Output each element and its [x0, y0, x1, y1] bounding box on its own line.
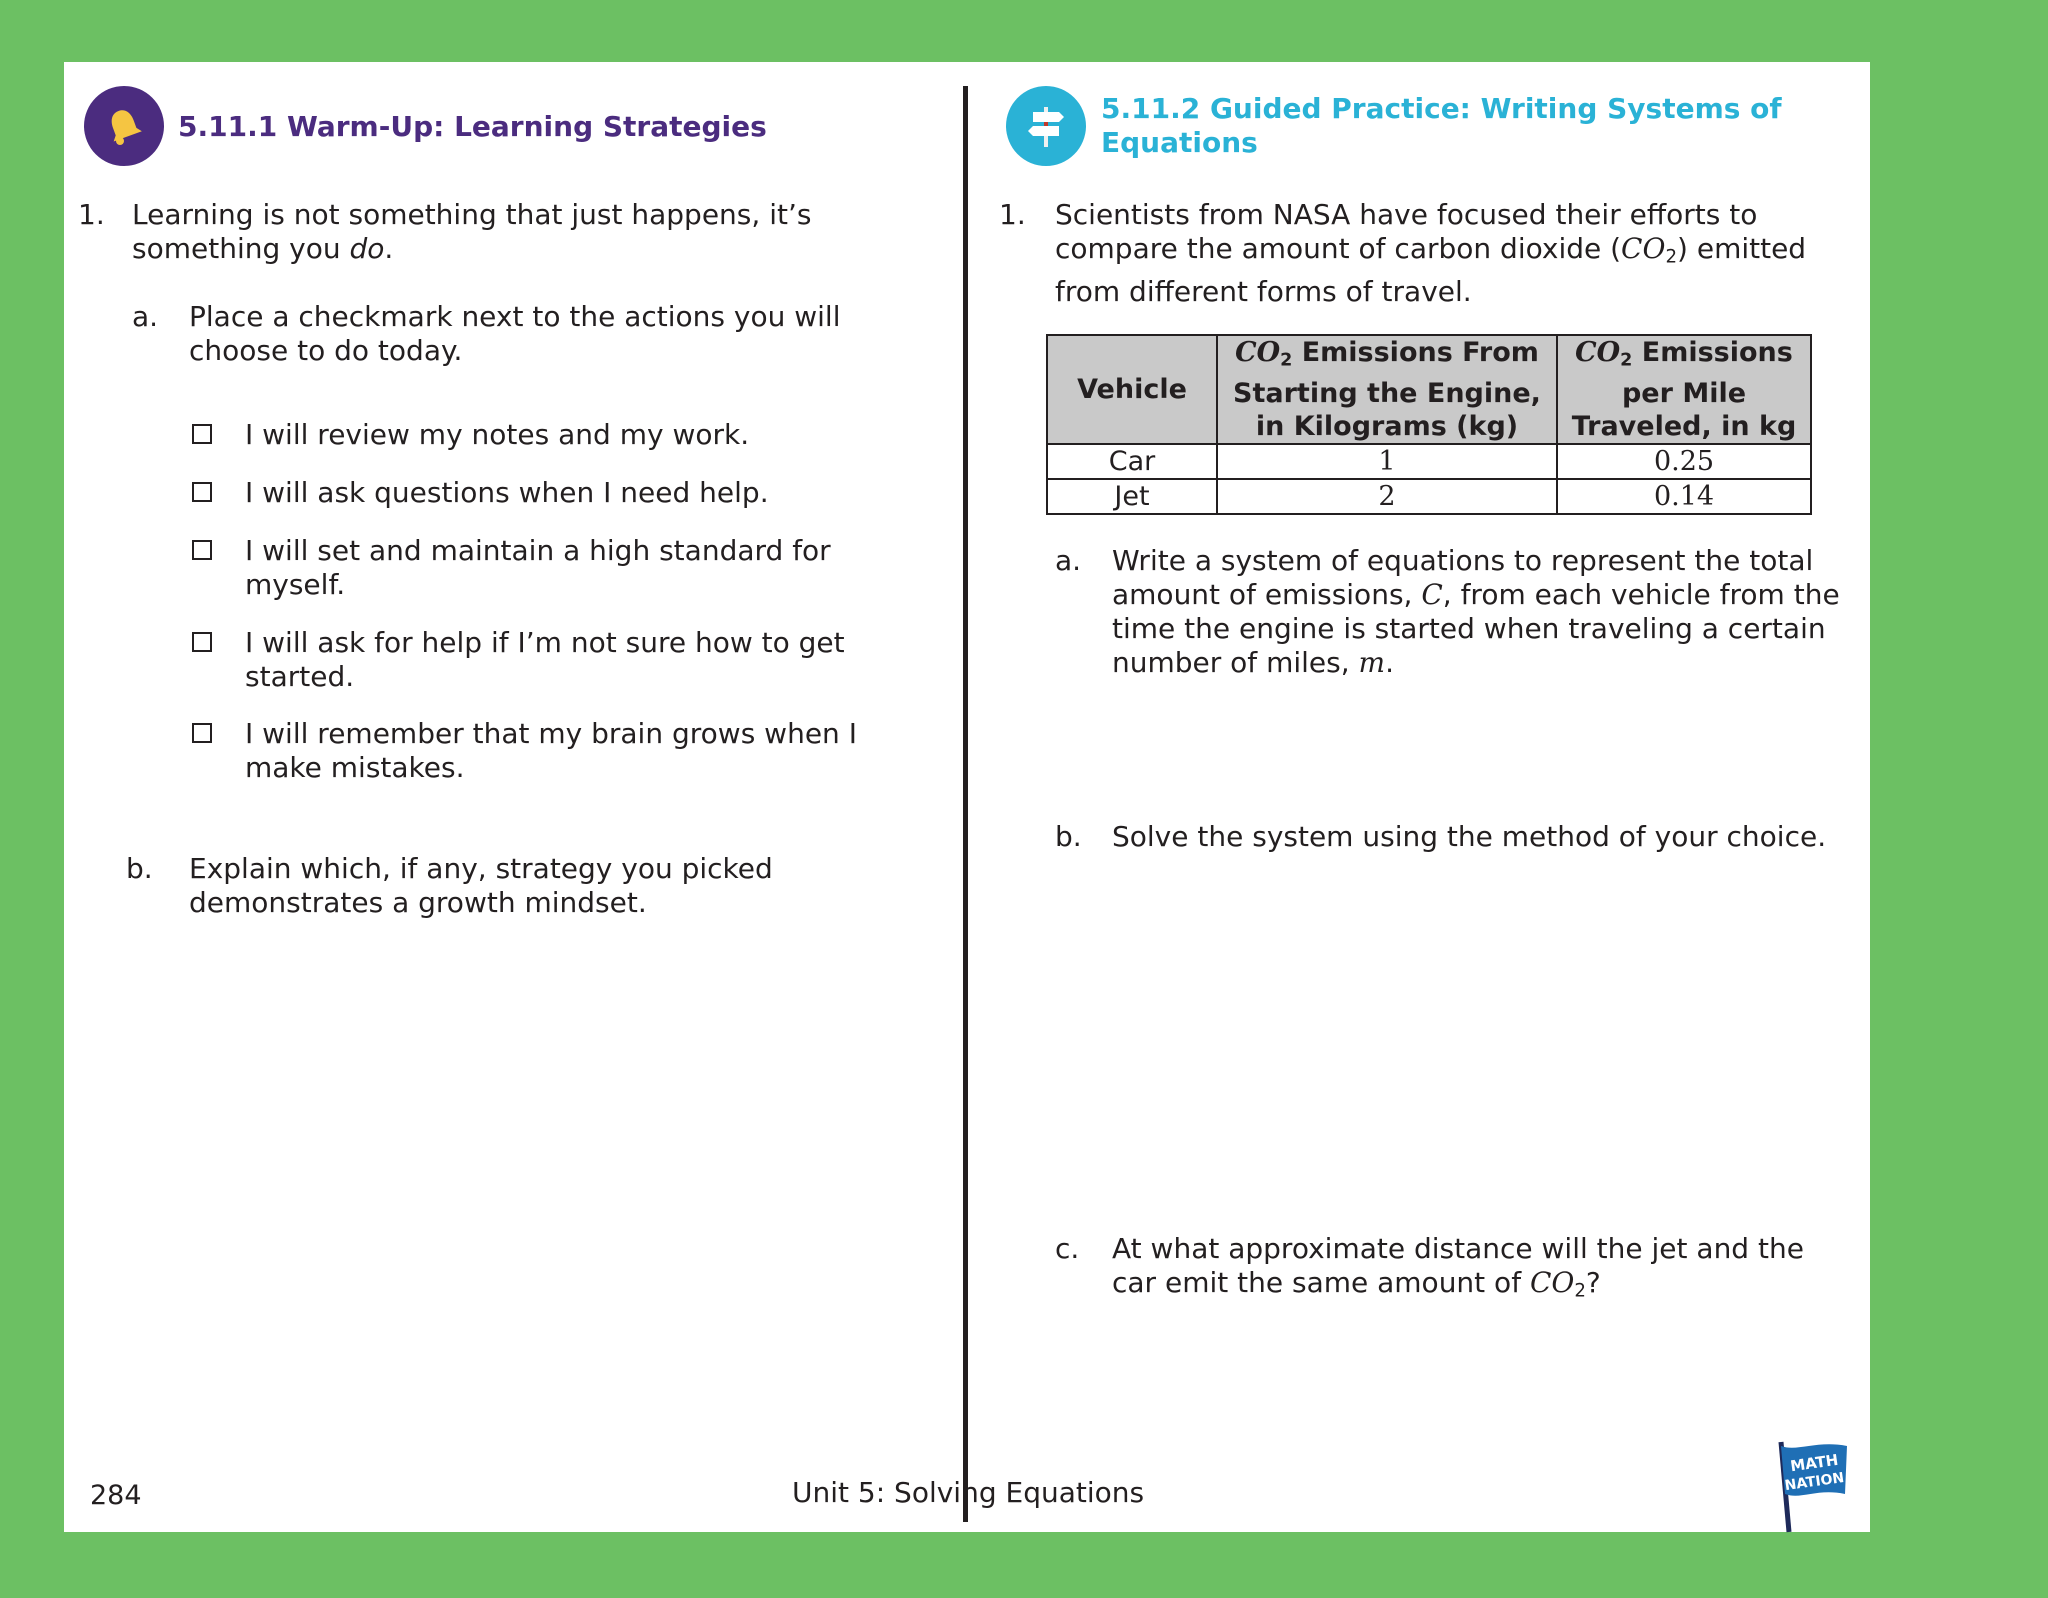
header-start-emissions: $CO_2$ Emissions From Starting the Engine, in Kilograms (kg)	[1217, 335, 1557, 444]
checkbox-4[interactable]	[192, 632, 212, 652]
table-row	[1047, 444, 1811, 479]
part-letter: a.	[132, 300, 159, 333]
checkbox-1[interactable]	[192, 424, 212, 444]
page-number: 284	[90, 1480, 142, 1511]
guided-part-c: At what approximate distance will the jet and the car emit the same amount of $CO_2$?	[1112, 1232, 1804, 1302]
checklist-item-2: I will ask questions when I need help.	[245, 476, 769, 509]
checkbox-3[interactable]	[192, 540, 212, 560]
header-vehicle: Vehicle	[1047, 335, 1217, 444]
part-letter: a.	[1055, 544, 1082, 577]
checkbox-2[interactable]	[192, 482, 212, 502]
header-per-mile-emissions: $CO_2$ Emissions per Mile Traveled, in kg	[1557, 335, 1811, 444]
part-letter: b.	[126, 852, 153, 885]
guided-part-b: Solve the system using the method of your choice.	[1112, 820, 1827, 853]
logo-text-nation: NATION	[1783, 1469, 1846, 1495]
emissions-table	[1046, 334, 1812, 515]
question-number: 1.	[999, 198, 1026, 231]
cell-per-mile: 0.14	[1557, 479, 1811, 514]
cell-vehicle: Jet	[1047, 479, 1217, 514]
guided-part-a: Write a system of equations to represent the total amount of emissions, C, from each vehicle from the time the engine is started when traveling a certain number of miles, m.	[1112, 544, 1840, 679]
warmup-title: 5.11.1 Warm-Up: Learning Strategies	[178, 110, 767, 143]
logo-text-math: MATH	[1789, 1450, 1840, 1476]
part-letter: b.	[1055, 820, 1082, 853]
cell-start: 1	[1217, 444, 1557, 479]
cell-start: 2	[1217, 479, 1557, 514]
table-row	[1047, 479, 1811, 514]
checkbox-5[interactable]	[192, 723, 212, 743]
warmup-question-1: Learning is not something that just happens, it’s something you do.	[132, 198, 812, 265]
worksheet-page	[64, 62, 1870, 1532]
cell-per-mile: 0.25	[1557, 444, 1811, 479]
warmup-part-a: Place a checkmark next to the actions you will choose to do today.	[189, 300, 841, 367]
checklist-item-3: I will set and maintain a high standard for myself.	[245, 534, 831, 601]
checklist-item-5: I will remember that my brain grows when I make mistakes.	[245, 717, 857, 784]
guided-title: 5.11.2 Guided Practice: Writing Systems of Equations	[1101, 92, 1782, 159]
checklist-item-4: I will ask for help if I’m not sure how to get started.	[245, 626, 845, 693]
part-letter: c.	[1055, 1232, 1080, 1265]
math-nation-logo	[1767, 1438, 1853, 1534]
question-number: 1.	[78, 198, 105, 231]
guided-question-1: Scientists from NASA have focused their efforts to compare the amount of carbon dioxide $(CO_2)$ emitted from different forms of travel.	[1055, 198, 1807, 308]
column-divider	[963, 86, 968, 1522]
footer-unit-title: Unit 5: Solving Equations	[792, 1476, 1145, 1509]
table-header-row	[1047, 335, 1811, 444]
signpost-icon	[1006, 86, 1086, 166]
bell-icon	[84, 86, 164, 166]
cell-vehicle: Car	[1047, 444, 1217, 479]
checklist-item-1: I will review my notes and my work.	[245, 418, 750, 451]
warmup-part-b: Explain which, if any, strategy you picked demonstrates a growth mindset.	[189, 852, 773, 919]
